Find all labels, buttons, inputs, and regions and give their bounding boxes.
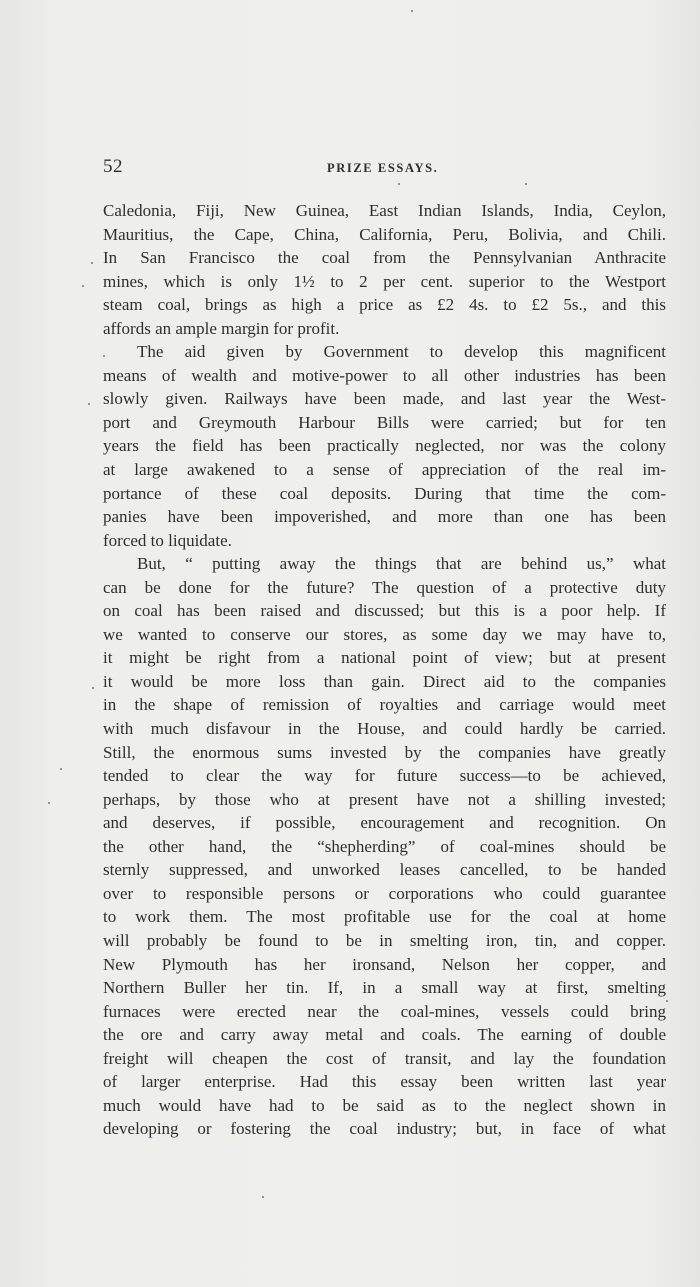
text-line: it would be more loss than gain. Direct aid to the companies: [103, 671, 666, 691]
text-line: steam coal, brings as high a price as £2 4s. to £2 5s., and this: [103, 295, 666, 315]
text-line: to work them. The most profitable use for the coal at home: [103, 907, 666, 927]
print-speck: [262, 1196, 264, 1198]
text-line: Caledonia, Fiji, New Guinea, East Indian Islands, India, Ceylon,: [103, 201, 666, 220]
text-line: panies have been impoverished, and more than one has been: [103, 507, 666, 527]
print-speck: [398, 183, 400, 185]
text-line: freight will cheapen the cost of transit, and lay the foundation: [103, 1048, 666, 1068]
text-line: slowly given. Railways have been made, and last year the West-: [103, 389, 666, 409]
text-line: Northern Buller her tin. If, in a small way at first, smelting: [103, 978, 666, 998]
body-text: [103, 199, 666, 1141]
text-line: Still, the enormous sums invested by the companies have greatly: [103, 742, 666, 762]
text-line: affords an ample margin for profit.: [103, 318, 340, 338]
text-line: of larger enterprise. Had this essay been written last year: [103, 1072, 666, 1092]
text-line: years the field has been practically neglected, nor was the colony: [103, 436, 666, 456]
print-speck: [525, 183, 527, 185]
text-line: furnaces were erected near the coal-mines, vessels could bring: [103, 1001, 666, 1021]
text-line: mines, which is only 1½ to 2 per cent. superior to the Westport: [103, 271, 666, 291]
text-line: forced to liquidate.: [103, 530, 232, 550]
print-speck: [60, 768, 62, 770]
text-line: means of wealth and motive-power to all other industries has been: [103, 365, 666, 385]
text-line: perhaps, by those who at present have not a shilling invested;: [103, 789, 666, 809]
text-line: developing or fostering the coal industry; but, in face of what: [103, 1119, 666, 1139]
print-speck: [92, 687, 94, 689]
text-line: But, “ putting away the things that are behind us,” what: [137, 554, 666, 574]
text-line: in the shape of remission of royalties and carriage would meet: [103, 695, 666, 715]
text-line: Mauritius, the Cape, China, California, Peru, Bolivia, and Chili.: [103, 224, 666, 244]
text-line: over to responsible persons or corporations who could guarantee: [103, 883, 666, 903]
text-line: port and Greymouth Harbour Bills were carried; but for ten: [103, 412, 666, 432]
text-line: on coal has been raised and discussed; but this is a poor help. If: [103, 601, 666, 621]
page-number: 52: [103, 156, 123, 177]
print-speck: [82, 285, 84, 287]
running-title: PRIZE ESSAYS.: [327, 161, 439, 175]
text-line: and deserves, if possible, encouragement and recognition. On: [103, 813, 666, 833]
text-line: will probably be found to be in smelting iron, tin, and copper.: [103, 930, 666, 950]
text-line: In San Francisco the coal from the Pennsylvanian Anthracite: [103, 248, 666, 268]
text-line: The aid given by Government to develop this magnificent: [137, 342, 666, 362]
text-line: it might be right from a national point of view; but at present: [103, 648, 666, 668]
print-speck: [91, 262, 93, 264]
text-line: we wanted to conserve our stores, as some day we may have to,: [103, 624, 666, 644]
page-header: [103, 156, 666, 180]
text-line: can be done for the future? The question of a protective duty: [103, 577, 666, 597]
text-line: New Plymouth has her ironsand, Nelson her copper, and: [103, 954, 666, 974]
text-line: portance of these coal deposits. During that time the com-: [103, 483, 666, 503]
text-line: with much disfavour in the House, and could hardly be carried.: [103, 719, 666, 739]
print-speck: [103, 355, 105, 357]
text-line: tended to clear the way for future success—to be achieved,: [103, 766, 666, 786]
text-line: the ore and carry away metal and coals. The earning of double: [103, 1025, 666, 1045]
print-speck: [411, 10, 413, 12]
text-line: the other hand, the “shepherding” of coal-mines should be: [103, 836, 666, 856]
print-speck: [666, 1000, 668, 1002]
text-line: sternly suppressed, and unworked leases cancelled, to be handed: [103, 860, 666, 880]
text-line: much would have had to be said as to the neglect shown in: [103, 1095, 666, 1115]
print-speck: [88, 403, 90, 405]
print-speck: [48, 802, 50, 804]
text-line: at large awakened to a sense of appreciation of the real im-: [103, 460, 666, 480]
